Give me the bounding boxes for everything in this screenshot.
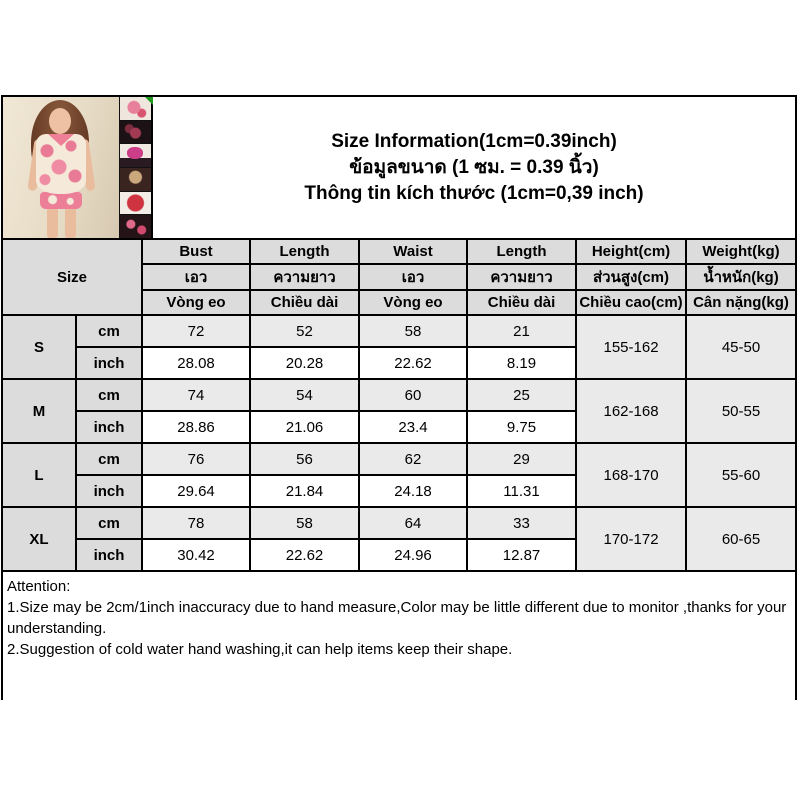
- title-thai: ข้อมูลขนาด (1 ซม. = 0.39 นิ้ว): [349, 156, 599, 178]
- size-table: [1, 238, 797, 572]
- model-leg-left: [47, 208, 58, 238]
- height-range-cell: 162-168: [576, 379, 686, 443]
- top-row: [3, 97, 795, 238]
- size-chart-sheet: [1, 95, 797, 700]
- col-header-weight-th: น้ำหนัก(kg): [686, 264, 796, 290]
- value-cell: 54: [250, 379, 359, 411]
- value-cell: 76: [142, 443, 250, 475]
- col-header-waist-th: เอว: [359, 264, 467, 290]
- unit-label-inch: inch: [76, 539, 142, 571]
- value-cell: 25: [467, 379, 576, 411]
- value-cell: 9.75: [467, 411, 576, 443]
- size-row-label-m: M: [2, 379, 76, 443]
- value-cell: 22.62: [359, 347, 467, 379]
- col-header-height-th: ส่วนสูง(cm): [576, 264, 686, 290]
- unit-label-inch: inch: [76, 347, 142, 379]
- value-cell: 28.86: [142, 411, 250, 443]
- value-cell: 8.19: [467, 347, 576, 379]
- unit-label-inch: inch: [76, 475, 142, 507]
- green-corner-marker: [145, 97, 153, 105]
- thumbnail-dark-lingerie: [120, 121, 151, 145]
- value-cell: 72: [142, 315, 250, 347]
- col-header-waist-en: Waist: [359, 239, 467, 264]
- height-range-cell: 155-162: [576, 315, 686, 379]
- col-header-waist-vi: Vòng eo: [359, 290, 467, 315]
- size-row-label-l: L: [2, 443, 76, 507]
- value-cell: 60: [359, 379, 467, 411]
- value-cell: 29.64: [142, 475, 250, 507]
- value-cell: 56: [250, 443, 359, 475]
- value-cell: 62: [359, 443, 467, 475]
- weight-range-cell: 45-50: [686, 315, 796, 379]
- col-header-length2-th: ความยาว: [467, 264, 576, 290]
- thumbnail-dark-floral: [120, 215, 151, 238]
- unit-label-cm: cm: [76, 443, 142, 475]
- value-cell: 74: [142, 379, 250, 411]
- size-row-label-s: S: [2, 315, 76, 379]
- thumbnail-red-set: [120, 192, 151, 216]
- value-cell: 58: [250, 507, 359, 539]
- col-header-length1-vi: Chiều dài: [250, 290, 359, 315]
- floral-shorts: [40, 192, 82, 209]
- product-main-photo: [3, 97, 119, 238]
- unit-label-cm: cm: [76, 507, 142, 539]
- unit-label-cm: cm: [76, 315, 142, 347]
- attention-line-1: 1.Size may be 2cm/1inch inaccuracy due to hand measure,Color may be little different due to monitor ,thanks for your understanding.: [7, 599, 787, 637]
- col-header-weight-vi: Cân nặng(kg): [686, 290, 796, 315]
- model-face: [49, 108, 71, 134]
- value-cell: 58: [359, 315, 467, 347]
- unit-label-cm: cm: [76, 379, 142, 411]
- value-cell: 64: [359, 507, 467, 539]
- value-cell: 21: [467, 315, 576, 347]
- model-leg-right: [65, 208, 76, 238]
- product-thumbnail-column: [119, 97, 153, 238]
- col-header-bust-en: Bust: [142, 239, 250, 264]
- size-header-cell: Size: [2, 239, 142, 315]
- col-header-height-vi: Chiều cao(cm): [576, 290, 686, 315]
- height-range-cell: 168-170: [576, 443, 686, 507]
- value-cell: 78: [142, 507, 250, 539]
- col-header-weight-en: Weight(kg): [686, 239, 796, 264]
- value-cell: 22.62: [250, 539, 359, 571]
- title-english: Size Information(1cm=0.39inch): [331, 130, 617, 152]
- attention-line-2: 2.Suggestion of cold water hand washing,it can help items keep their shape.: [7, 641, 513, 658]
- col-header-length1-en: Length: [250, 239, 359, 264]
- height-range-cell: 170-172: [576, 507, 686, 571]
- value-cell: 30.42: [142, 539, 250, 571]
- col-header-length2-en: Length: [467, 239, 576, 264]
- col-header-bust-vi: Vòng eo: [142, 290, 250, 315]
- value-cell: 21.84: [250, 475, 359, 507]
- col-header-bust-th: เอว: [142, 264, 250, 290]
- value-cell: 12.87: [467, 539, 576, 571]
- value-cell: 24.18: [359, 475, 467, 507]
- value-cell: 52: [250, 315, 359, 347]
- value-cell: 20.28: [250, 347, 359, 379]
- value-cell: 29: [467, 443, 576, 475]
- col-header-height-en: Height(cm): [576, 239, 686, 264]
- size-info-title-block: [153, 97, 795, 238]
- col-header-length1-th: ความยาว: [250, 264, 359, 290]
- attention-heading: Attention:: [7, 578, 71, 595]
- attention-note: [3, 572, 795, 700]
- weight-range-cell: 60-65: [686, 507, 796, 571]
- value-cell: 28.08: [142, 347, 250, 379]
- size-row-label-xl: XL: [2, 507, 76, 571]
- thumbnail-brown-lingerie: [120, 168, 151, 192]
- thumbnail-magenta-set: [120, 144, 151, 168]
- value-cell: 24.96: [359, 539, 467, 571]
- title-vietnamese: Thông tin kích thước (1cm=0,39 inch): [304, 182, 644, 204]
- value-cell: 33: [467, 507, 576, 539]
- weight-range-cell: 50-55: [686, 379, 796, 443]
- value-cell: 11.31: [467, 475, 576, 507]
- value-cell: 23.4: [359, 411, 467, 443]
- col-header-length2-vi: Chiều dài: [467, 290, 576, 315]
- unit-label-inch: inch: [76, 411, 142, 443]
- weight-range-cell: 55-60: [686, 443, 796, 507]
- value-cell: 21.06: [250, 411, 359, 443]
